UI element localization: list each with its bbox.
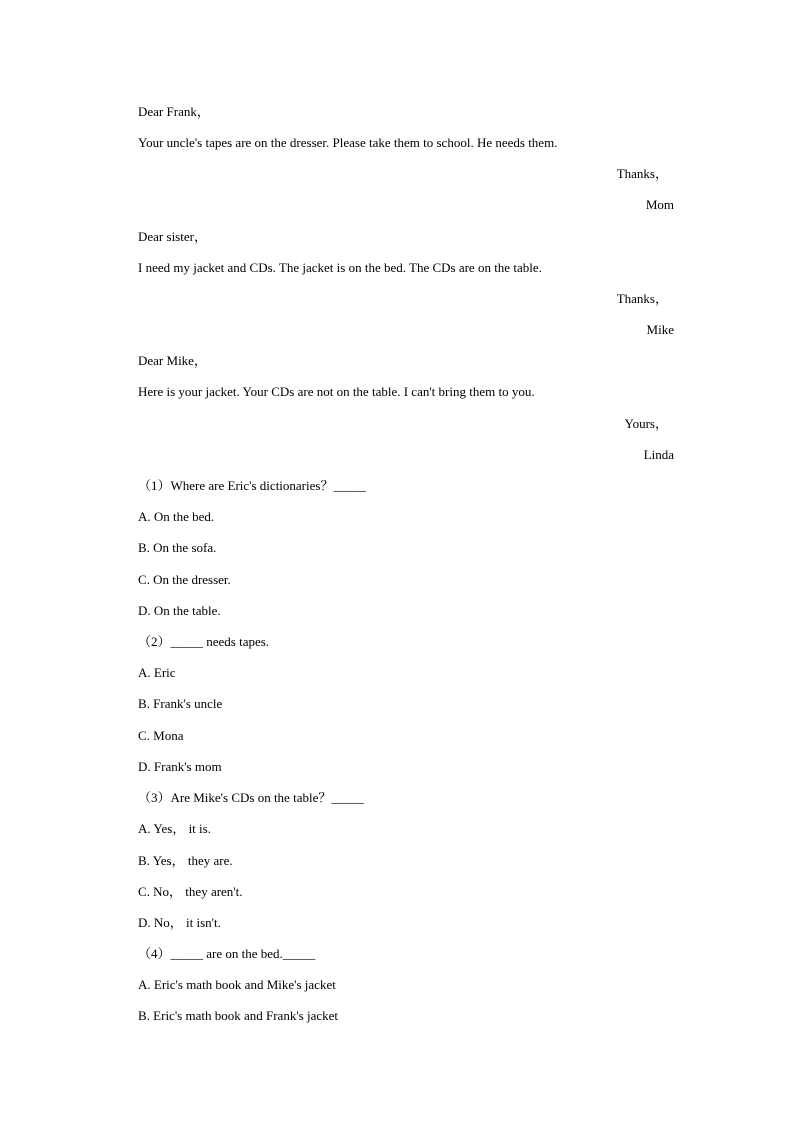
note-3-body: Here is your jacket. Your CDs are not on the table. I can't bring them to you. (138, 384, 535, 399)
question-3-prompt: （3）Are Mike's CDs on the table？_____ (138, 790, 364, 805)
note-2-signature: Mike (646, 322, 674, 337)
question-4-prompt: （4）_____ are on the bed._____ (138, 946, 316, 961)
question-1-option-a: A. On the bed. (138, 509, 215, 524)
note-2-body: I need my jacket and CDs. The jacket is on the bed. The CDs are on the table. (138, 260, 542, 275)
question-3-option-d: D. No， it isn't. (138, 915, 221, 930)
question-2-option-a: A. Eric (138, 665, 176, 680)
note-3-greeting: Dear Mike， (138, 353, 207, 368)
note-3-closing: Yours， (624, 416, 668, 431)
note-1-closing: Thanks， (616, 166, 668, 181)
note-3-signature: Linda (643, 447, 674, 462)
question-2-option-c: C. Mona (138, 728, 184, 743)
question-4-option-a: A. Eric's math book and Mike's jacket (138, 977, 336, 992)
note-2-greeting: Dear sister， (138, 229, 207, 244)
question-1-option-d: D. On the table. (138, 603, 221, 618)
question-4-option-b: B. Eric's math book and Frank's jacket (138, 1008, 339, 1023)
question-2-prompt: （2）_____ needs tapes. (138, 634, 270, 649)
question-3-option-a: A. Yes， it is. (138, 821, 211, 836)
note-1-body: Your uncle's tapes are on the dresser. Please take them to school. He needs them. (138, 135, 558, 150)
question-2-option-d: D. Frank's mom (138, 759, 222, 774)
note-1-greeting: Dear Frank， (138, 104, 210, 119)
question-3-option-b: B. Yes， they are. (138, 853, 233, 868)
note-2-closing: Thanks， (616, 291, 668, 306)
note-1-signature: Mom (645, 197, 674, 212)
question-3-option-c: C. No， they aren't. (138, 884, 243, 899)
question-1-option-c: C. On the dresser. (138, 572, 231, 587)
question-1-option-b: B. On the sofa. (138, 540, 217, 555)
question-1-prompt: （1）Where are Eric's dictionaries？_____ (138, 478, 366, 493)
question-2-option-b: B. Frank's uncle (138, 696, 223, 711)
